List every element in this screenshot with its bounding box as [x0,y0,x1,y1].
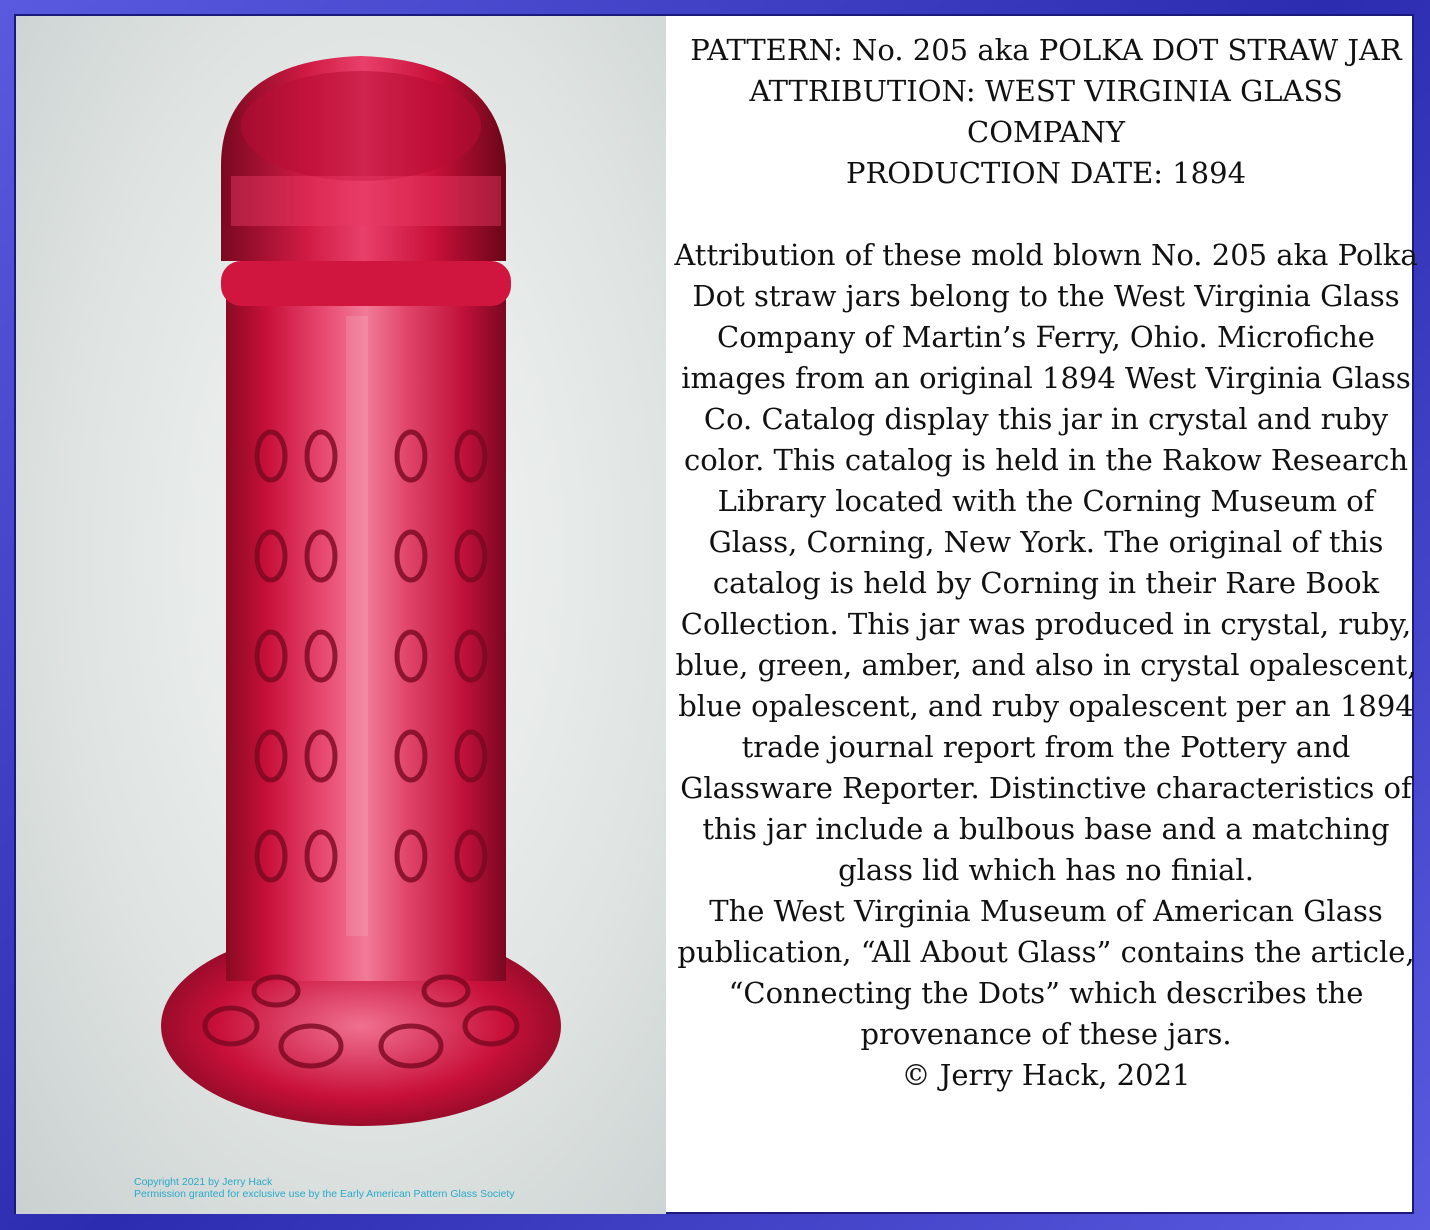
jar-neck-ring [221,261,511,306]
photo-copyright-line2: Permission granted for exclusive use by the Early American Pattern Glass Society [134,1188,515,1200]
photo-copyright-line1: Copyright 2021 by Jerry Hack [134,1176,273,1188]
straw-jar-photo [16,16,666,1214]
description-paragraph: Attribution of these mold blown No. 205 aka Polka Dot straw jars belong to the West Virginia Glass Company of Martin’s Ferry, Ohio. Microfiche images from an original 1894 West Virginia Glass Co. Catalog display this jar in crystal and ruby color. This catalog is held in the Rakow Research Library located with the Corning Museum of Glass, Corning, New York. The original of this catalog is held by Corning in their Rare Book Collection. This jar was produced in crystal, ruby, blue, green, amber, and also in crystal opalescent, blue opalescent, and ruby opalescent per an 1894 trade journal report from the Pottery and Glassware Reporter. Distinctive characteristics of this jar include a bulbous base and a matching glass lid which has no finial. [674,238,1418,887]
body-block [668,235,1424,1096]
attribution-line: ATTRIBUTION: WEST VIRGINIA GLASS COMPANY [749,74,1343,149]
publication-paragraph: The West Virginia Museum of American Glass publication, “All About Glass” contains the article, “Connecting the Dots” which describes the provenance of these jars. [677,894,1415,1051]
header-block [668,30,1424,194]
pattern-line: PATTERN: No. 205 aka POLKA DOT STRAW JAR [690,33,1402,67]
copyright-line: © Jerry Hack, 2021 [901,1058,1191,1092]
description-panel [668,30,1424,1096]
straw-jar-illustration [16,16,666,1214]
production-date-line: PRODUCTION DATE: 1894 [845,156,1247,190]
photo-copyright [134,1176,515,1200]
